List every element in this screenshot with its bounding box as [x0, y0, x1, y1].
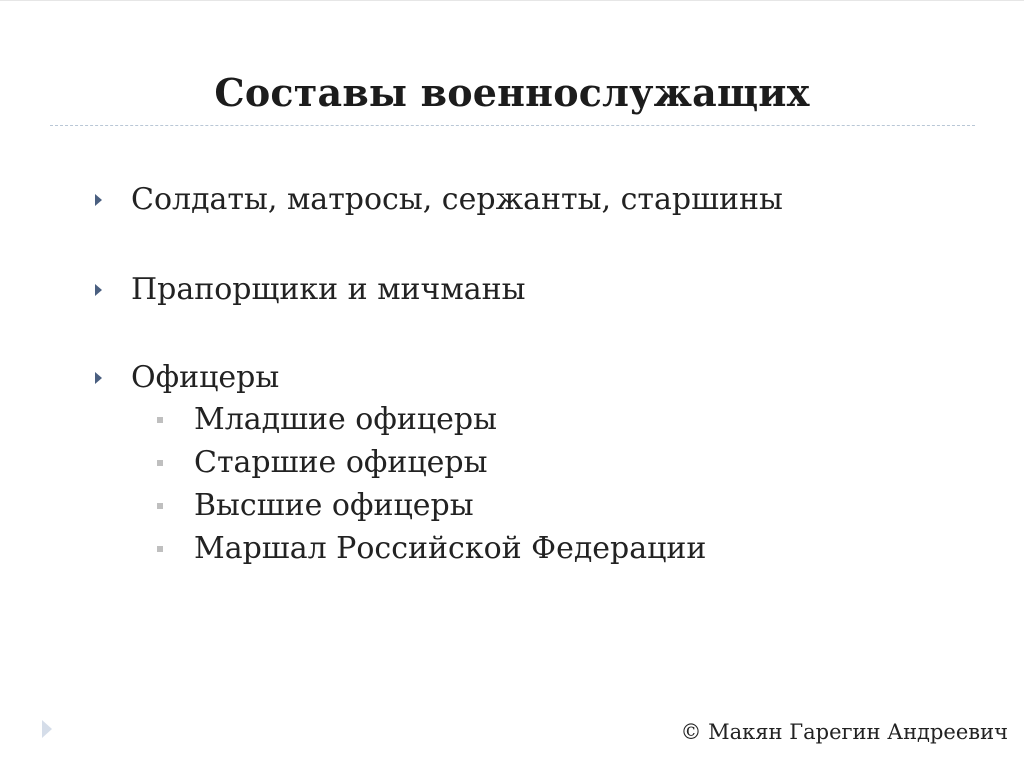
title-divider [50, 125, 975, 126]
sub-bullet-text: Маршал Российской Федерации [194, 531, 707, 566]
square-icon [157, 546, 163, 552]
triangle-right-icon [95, 194, 102, 206]
bullet-text: Солдаты, матросы, сержанты, старшины [131, 182, 783, 217]
top-border [0, 0, 1024, 1]
bullet-text: Офицеры [131, 360, 280, 395]
square-icon [157, 503, 163, 509]
triangle-right-icon [95, 284, 102, 296]
sub-bullet-text: Старшие офицеры [194, 445, 488, 480]
footer-copyright: © Макян Гарегин Андреевич [680, 720, 1008, 744]
sub-bullet-text: Высшие офицеры [194, 488, 474, 523]
square-icon [157, 417, 163, 423]
sub-bullet-text: Младшие офицеры [194, 402, 497, 437]
bullet-text: Прапорщики и мичманы [131, 272, 526, 307]
next-slide-icon[interactable] [42, 720, 52, 738]
triangle-right-icon [95, 372, 102, 384]
slide-title: Составы военнослужащих [214, 70, 810, 115]
square-icon [157, 460, 163, 466]
